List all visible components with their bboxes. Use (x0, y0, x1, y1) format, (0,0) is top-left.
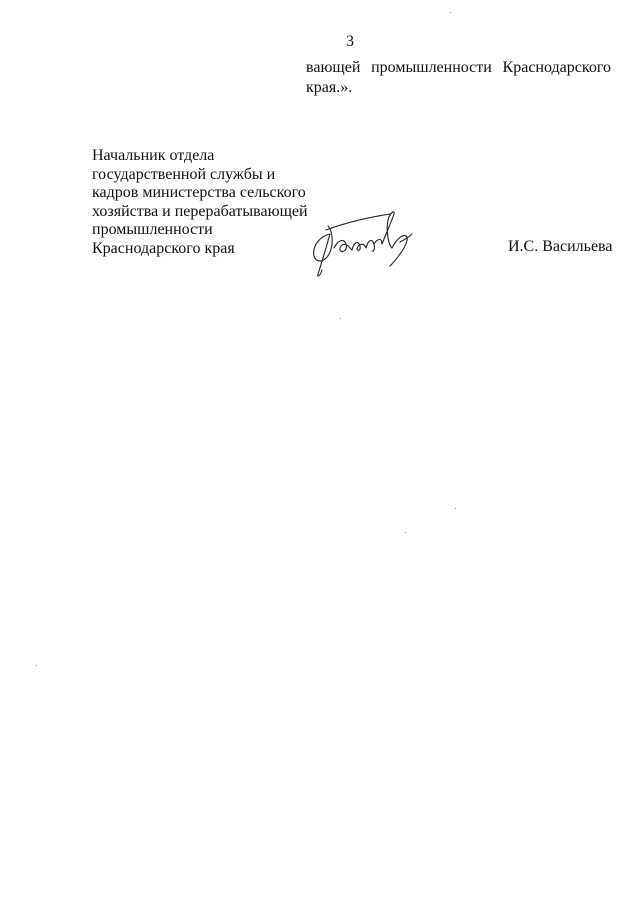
continuation-line: края.». (306, 79, 353, 96)
signatory-title-line: Краснодарского края (92, 239, 235, 257)
signatory-title-line: Начальник отдела (92, 147, 215, 164)
scan-speck (340, 318, 341, 319)
signatory-title-line: хозяйства и перерабатывающей (92, 202, 308, 220)
scan-speck (455, 508, 456, 509)
signatory-title-line: государственной службы и (92, 165, 276, 183)
scan-speck (405, 532, 406, 533)
continuation-line: вающей промышленности Краснодарского (306, 59, 611, 76)
scan-speck (36, 665, 37, 666)
signatory-title-line: кадров министерства сельского (92, 184, 306, 201)
continuation-text (306, 58, 611, 98)
signatory-title (92, 147, 322, 258)
page-number: 3 (346, 33, 354, 50)
scan-speck (450, 12, 451, 13)
signatory-title-line: промышленности (92, 221, 213, 238)
handwritten-signature (308, 204, 418, 282)
signer-name: И.С. Васильева (508, 238, 613, 255)
